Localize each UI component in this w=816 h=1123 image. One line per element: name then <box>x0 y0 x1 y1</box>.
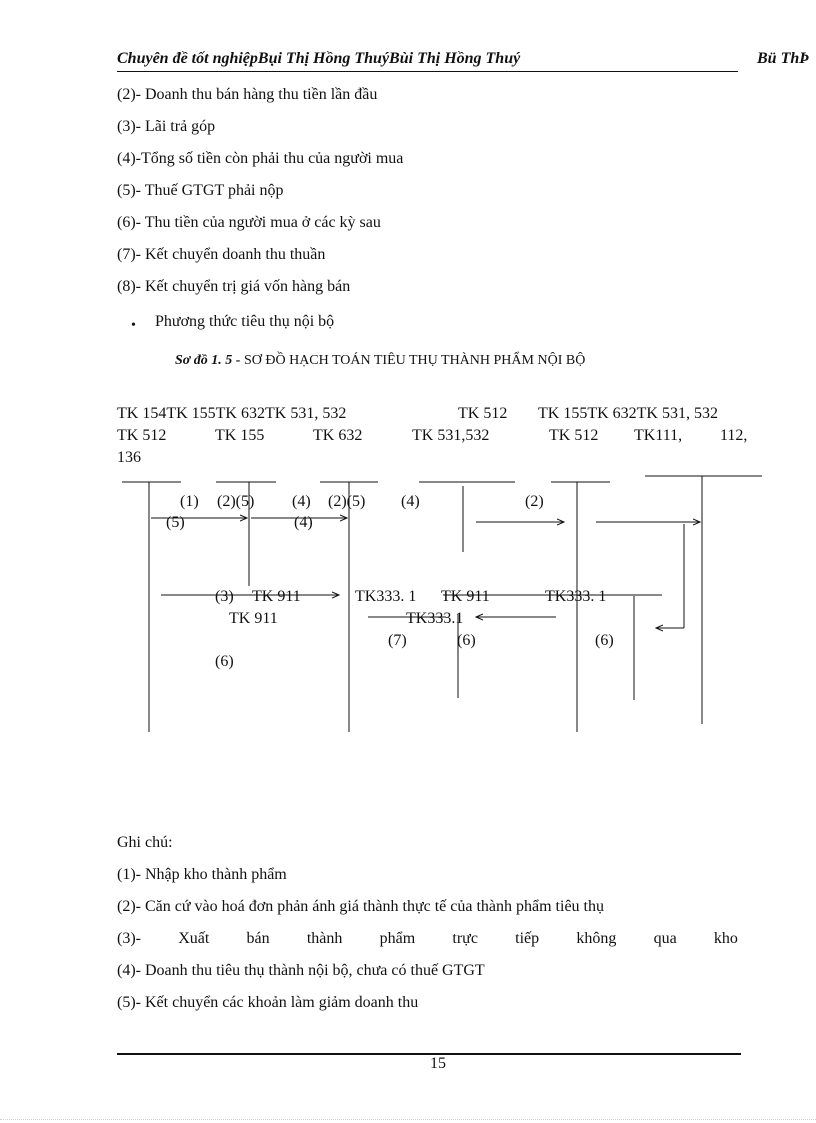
account-label: TK 911 <box>252 588 301 605</box>
page-header-author-fragment: Bü ThÞ <box>757 50 810 67</box>
entry-label: (4) <box>294 514 313 531</box>
entry-label: (4) <box>401 493 420 510</box>
entry-label: (2)(5) <box>217 493 255 510</box>
entry-label: (6) <box>215 653 234 670</box>
page-header-title: Chuyên đề tốt nghiệpBụi Thị Hồng ThuýBùi Thị Hồng Thuý <box>117 50 521 67</box>
bullet-icon: • <box>131 318 136 333</box>
account-label: TK 911 <box>441 588 490 605</box>
word: không <box>576 930 617 947</box>
account-label: TK333.1 <box>406 610 464 627</box>
list-item: (1)- Nhập kho thành phẩm <box>117 866 287 883</box>
word: (3)- <box>117 930 141 947</box>
notes-heading: Ghi chú: <box>117 834 173 851</box>
entry-label: (6) <box>595 632 614 649</box>
page-bottom-border <box>0 1119 816 1120</box>
account-label: TK 155 <box>215 427 265 444</box>
entry-label: (4) <box>292 493 311 510</box>
account-label: TK333. 1 <box>355 588 417 605</box>
word: qua <box>653 930 677 947</box>
account-label: 112, <box>720 427 748 444</box>
entry-label: (2) <box>525 493 544 510</box>
list-item: (6)- Thu tiền của người mua ở các kỳ sau <box>117 214 381 231</box>
account-label: TK 512 <box>117 427 167 444</box>
word: bán <box>246 930 270 947</box>
entry-label: (7) <box>388 632 407 649</box>
account-label: TK 911 <box>229 610 278 627</box>
diagram-title-main: SƠ ĐỒ HẠCH TOÁN TIÊU THỤ THÀNH PHẨM NỘI BỘ <box>243 353 586 368</box>
account-row-1b: TK 512 <box>458 405 508 422</box>
diagram-title-prefix: Sơ đồ 1. 5 - <box>175 353 241 368</box>
account-row-1a: TK 154TK 155TK 632TK 531, 532 <box>117 405 347 422</box>
list-item: (5)- Kết chuyển các khoản làm giảm doanh thu <box>117 994 419 1011</box>
account-label: 136 <box>117 449 141 466</box>
account-label: TK 632 <box>313 427 363 444</box>
account-label: TK111, <box>634 427 683 444</box>
page-number: 15 <box>430 1055 446 1072</box>
word: phẩm <box>379 930 416 947</box>
account-label: TK333. 1 <box>545 588 607 605</box>
list-item-justified <box>117 930 738 948</box>
bullet-text: Phương thức tiêu thụ nội bộ <box>155 313 335 330</box>
list-item: (8)- Kết chuyển trị giá vốn hàng bán <box>117 278 351 295</box>
entry-label: (1) <box>180 493 199 510</box>
list-item: (4)- Doanh thu tiêu thụ thành nội bộ, chưa có thuế GTGT <box>117 962 485 979</box>
list-item: (3)- Lãi trả góp <box>117 118 216 135</box>
account-label: TK 512 <box>549 427 599 444</box>
list-item: (4)-Tổng số tiền còn phải thu của người mua <box>117 150 404 167</box>
word: trực <box>452 930 478 947</box>
list-item: (2)- Căn cứ vào hoá đơn phản ánh giá thành thực tế của thành phẩm tiêu thụ <box>117 898 604 915</box>
footer-rule <box>117 1053 741 1055</box>
account-label: TK 531,532 <box>412 427 490 444</box>
list-item: (5)- Thuế GTGT phải nộp <box>117 182 284 199</box>
word: tiếp <box>515 930 540 947</box>
account-row-1c: TK 155TK 632TK 531, 532 <box>538 405 718 422</box>
word: kho <box>713 930 738 947</box>
entry-label: (2)(5) <box>328 493 366 510</box>
entry-label: (6) <box>457 632 476 649</box>
list-item: (7)- Kết chuyển doanh thu thuần <box>117 246 326 263</box>
list-item: (2)- Doanh thu bán hàng thu tiền lần đầu <box>117 86 378 103</box>
word: Xuất <box>178 930 210 947</box>
entry-label: (5) <box>166 514 185 531</box>
word: thành <box>306 930 343 947</box>
entry-label: (3) <box>215 588 234 605</box>
